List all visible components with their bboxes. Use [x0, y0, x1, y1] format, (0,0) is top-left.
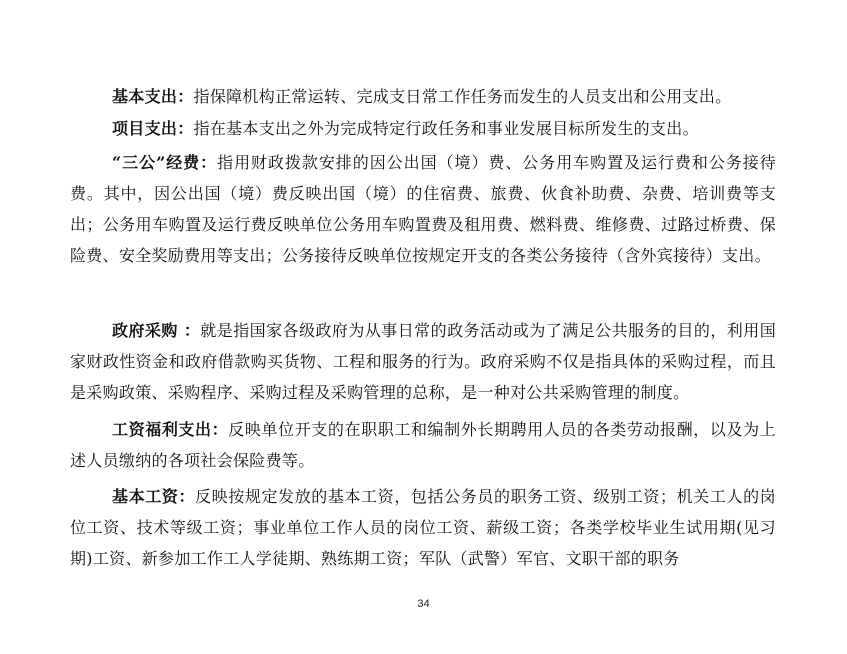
term-separator: ： [178, 487, 196, 506]
definition-basic-expenditure [70, 81, 776, 112]
term-label: 基本工资 [112, 487, 179, 506]
term-separator: ： [211, 420, 229, 439]
definition-salary-welfare-expenditure [70, 414, 776, 476]
term-label: 项目支出 [112, 119, 178, 138]
term-label: “三公”经费 [112, 153, 201, 172]
definition-basic-salary [70, 481, 776, 574]
term-separator: ： [200, 153, 218, 172]
definition-text: 指用财政拨款安排的因公出国（境）费、公务用车购置及运行费和公务接待费。其中，因公出国（境）费反映出国（境）的住宿费、旅费、伙食补助费、杂费、培训费等支出；公务用车购置及运行费反映单位公务用车购置费及租用费、燃料费、维修费、过路过桥费、保险费、安全奖励费用等支出；公务接待反映单位按规定开支的各类公务接待（含外宾接待）支出。 [70, 153, 776, 265]
definition-project-expenditure [70, 113, 776, 144]
definition-text: 反映单位开支的在职职工和编制外长期聘用人员的各类劳动报酬，以及为上述人员缴纳的各项社会保险费等。 [70, 420, 776, 470]
term-separator: ： [177, 321, 201, 340]
definition-text: 指在基本支出之外为完成特定行政任务和事业发展目标所发生的支出。 [193, 119, 699, 138]
definition-text: 指保障机构正常运转、完成支日常工作任务而发生的人员支出和公用支出。 [193, 87, 732, 106]
term-label: 工资福利支出 [112, 420, 212, 439]
definition-text: 反映按规定发放的基本工资，包括公务员的职务工资、级别工资；机关工人的岗位工资、技术等级工资；事业单位工作人员的岗位工资、薪级工资；各类学校毕业生试用期(见习期)工资、新参加工作工人学徒期、熟练期工资；军队（武警）军官、文职干部的职务 [70, 487, 776, 568]
definition-text: 就是指国家各级政府为从事日常的政务活动或为了满足公共服务的目的，利用国家财政性资金和政府借款购买货物、工程和服务的行为。政府采购不仅是指具体的采购过程，而且是采购政策、采购程序、采购过程及采购管理的总称，是一种对公共采购管理的制度。 [70, 321, 776, 402]
term-separator: ： [177, 119, 194, 138]
term-label: 政府采购 [112, 321, 178, 340]
definition-government-procurement [70, 315, 776, 408]
term-label: 基本支出 [112, 87, 178, 106]
term-separator: ： [177, 87, 194, 106]
definition-three-public-expenses [70, 147, 776, 271]
page-number: 34 [417, 598, 430, 610]
